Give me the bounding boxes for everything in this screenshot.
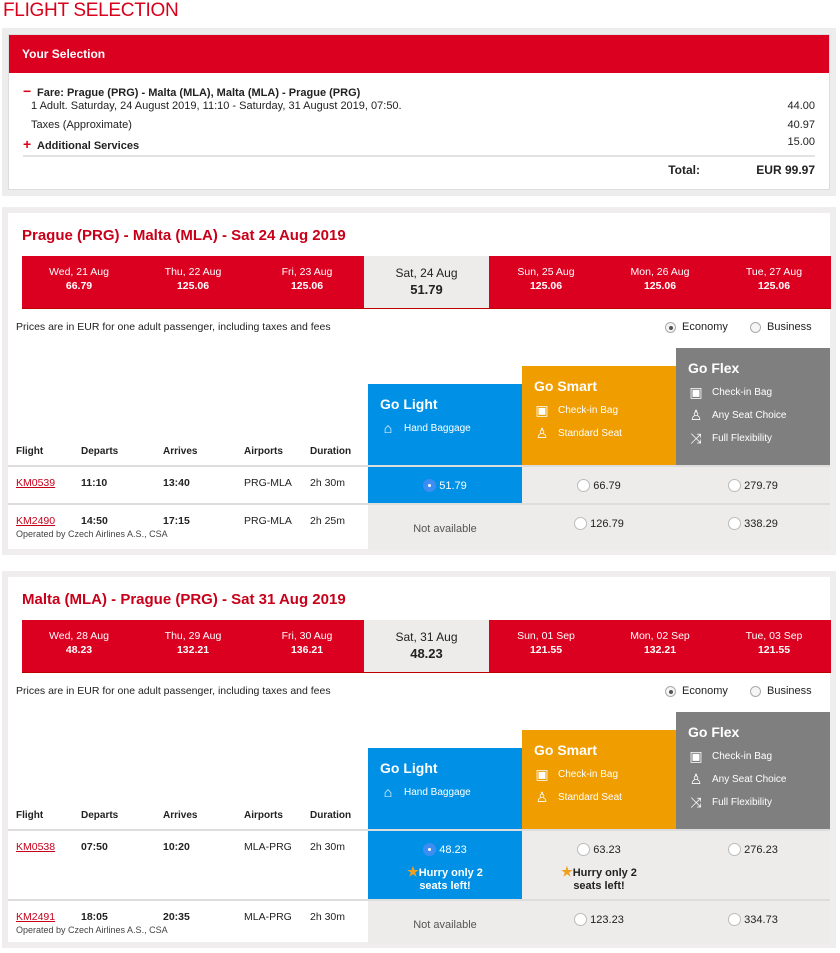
your-selection-panel — [2, 28, 836, 196]
checkin-bag-icon: ▣ — [535, 402, 549, 418]
business-label: Business — [767, 685, 812, 697]
fare-cell[interactable] — [676, 831, 830, 899]
arrives-time: 17:15 — [163, 515, 190, 527]
date-price: 132.21 — [643, 644, 677, 656]
seat-icon: ♙ — [689, 407, 703, 423]
fare-feature — [688, 748, 818, 765]
fare-cell[interactable] — [676, 901, 830, 944]
fare-feature — [380, 784, 510, 800]
feature-label: Hand Baggage — [404, 422, 471, 434]
feature-label: Full Flexibility — [712, 797, 773, 808]
fare-feature — [534, 766, 664, 783]
additional-value: 15.00 — [787, 136, 815, 148]
date-strip — [22, 256, 819, 309]
departs-time: 07:50 — [81, 841, 108, 853]
flight-section — [2, 571, 836, 948]
fare-cell[interactable] — [522, 901, 676, 944]
star-icon: ★ — [407, 864, 419, 879]
fare-detail: 1 Adult. Saturday, 24 August 2019, 11:10 - Saturday, 31 August 2019, 07:50. — [31, 100, 402, 112]
feature-label: Any Seat Choice — [712, 410, 787, 421]
not-available: Not available — [413, 919, 477, 931]
fare-name: Go Flex — [688, 724, 740, 740]
arrives-time: 13:40 — [163, 477, 190, 489]
column-header: Arrives — [163, 810, 198, 821]
feature-label: Any Seat Choice — [712, 774, 787, 785]
radio-icon — [423, 479, 436, 492]
fare-feature — [380, 420, 510, 436]
fare-feature — [534, 789, 664, 806]
duration: 2h 25m — [310, 515, 346, 527]
fare-header-go-smart — [522, 366, 676, 465]
radio-icon — [728, 843, 741, 856]
date-price: 125.06 — [757, 280, 791, 292]
column-header: Flight — [16, 446, 44, 457]
date-tab[interactable] — [489, 256, 603, 309]
total-value: EUR 99.97 — [756, 163, 815, 177]
feature-label: Standard Seat — [558, 792, 622, 803]
operated-by: Operated by Czech Airlines A.S., CSA — [16, 925, 168, 935]
not-available: Not available — [413, 523, 477, 535]
radio-icon — [750, 322, 761, 333]
fare-cell[interactable] — [522, 467, 676, 503]
fare-cell[interactable] — [676, 505, 830, 550]
date-label: Wed, 28 Aug — [49, 630, 109, 642]
date-tab[interactable] — [603, 256, 717, 309]
checkin-bag-icon: ▣ — [689, 384, 703, 400]
flight-number-link[interactable]: KM0539 — [16, 477, 56, 489]
page-title: FLIGHT SELECTION — [3, 0, 179, 21]
fare-price-radio[interactable] — [423, 843, 467, 856]
feature-label: Hand Baggage — [404, 786, 471, 798]
date-price: 125.06 — [176, 280, 210, 292]
date-tab[interactable] — [717, 620, 831, 673]
star-icon: ★ — [561, 864, 573, 879]
date-strip — [22, 620, 819, 673]
date-price: 66.79 — [65, 280, 93, 292]
date-tab[interactable] — [603, 620, 717, 673]
fare-cell[interactable] — [522, 831, 676, 899]
feature-label: Check-in Bag — [558, 769, 619, 780]
fare-name: Go Flex — [688, 360, 740, 376]
date-label: Tue, 27 Aug — [745, 266, 803, 278]
date-price: 48.23 — [65, 644, 93, 656]
business-radio[interactable] — [750, 321, 812, 333]
flight-number-link[interactable]: KM2491 — [16, 911, 56, 923]
business-label: Business — [767, 321, 812, 333]
fare-feature — [534, 425, 664, 442]
fare-price: 123.23 — [590, 913, 624, 926]
date-label: Fri, 30 Aug — [281, 630, 333, 642]
flight-row — [8, 465, 830, 503]
seats-left-notice — [549, 865, 649, 893]
column-header: Duration — [310, 446, 352, 457]
departs-time: 11:10 — [81, 477, 108, 489]
divider — [23, 155, 815, 157]
radio-icon — [728, 479, 741, 492]
shuffle-icon: ⤨ — [690, 794, 702, 810]
fare-price: 48.23 — [439, 843, 467, 856]
fare-label: Fare: Prague (PRG) - Malta (MLA), Malta (MLA) - Prague (PRG) — [37, 87, 361, 99]
section-title: Prague (PRG) - Malta (MLA) - Sat 24 Aug 2019 — [22, 227, 346, 244]
date-label: Sat, 24 Aug — [395, 266, 458, 280]
economy-label: Economy — [682, 685, 728, 697]
date-label: Thu, 22 Aug — [164, 266, 222, 278]
seat-icon: ♙ — [689, 771, 703, 787]
date-price: 125.06 — [529, 280, 563, 292]
date-price: 132.21 — [176, 644, 210, 656]
economy-radio[interactable] — [665, 685, 728, 697]
duration: 2h 30m — [310, 911, 346, 923]
date-price: 125.06 — [290, 280, 324, 292]
fare-price-radio[interactable] — [574, 913, 624, 926]
flight-row — [8, 829, 830, 899]
date-label: Mon, 26 Aug — [630, 266, 690, 278]
business-radio[interactable] — [750, 685, 812, 697]
minus-icon: − — [23, 83, 32, 99]
flight-section-body — [8, 577, 830, 942]
fare-header-go-smart — [522, 730, 676, 829]
date-tab[interactable] — [489, 620, 603, 673]
economy-radio[interactable] — [665, 321, 728, 333]
fare-price-radio[interactable] — [728, 913, 778, 926]
fare-price-radio[interactable] — [574, 517, 624, 530]
fare-cell — [368, 901, 522, 944]
fare-feature — [688, 384, 818, 401]
feature-label: Full Flexibility — [712, 433, 773, 444]
taxes-label: Taxes (Approximate) — [31, 119, 132, 131]
column-header: Flight — [16, 810, 44, 821]
radio-icon — [728, 913, 741, 926]
fare-price: 334.73 — [744, 913, 778, 926]
hurry-text: Hurry only 2 seats left! — [572, 867, 637, 892]
column-header: Duration — [310, 810, 352, 821]
fare-price: 66.79 — [593, 479, 621, 492]
radio-icon — [577, 479, 590, 492]
date-label: Sun, 25 Aug — [517, 266, 575, 278]
additional-label: Additional Services — [37, 140, 140, 152]
fare-price-radio[interactable] — [728, 517, 778, 530]
date-price: 125.06 — [643, 280, 677, 292]
date-label: Wed, 21 Aug — [49, 266, 109, 278]
date-tab[interactable] — [250, 256, 364, 309]
radio-icon — [728, 517, 741, 530]
section-title: Malta (MLA) - Prague (PRG) - Sat 31 Aug 2019 — [22, 591, 346, 608]
operated-by: Operated by Czech Airlines A.S., CSA — [16, 529, 168, 539]
date-label: Thu, 29 Aug — [164, 630, 222, 642]
fare-feature — [688, 430, 818, 447]
seat-icon: ♙ — [535, 425, 549, 441]
duration: 2h 30m — [310, 477, 346, 489]
fare-header-go-light — [368, 384, 522, 465]
fare-name: Go Light — [380, 396, 438, 412]
airports: MLA-PRG — [244, 911, 292, 923]
column-header: Departs — [81, 810, 119, 821]
radio-icon — [750, 686, 761, 697]
fare-name: Go Light — [380, 760, 438, 776]
date-tab[interactable] — [136, 620, 250, 673]
fare-price-radio[interactable] — [728, 479, 778, 492]
total-label: Total: — [668, 163, 700, 177]
column-header: Airports — [244, 446, 283, 457]
flight-section-body — [8, 213, 830, 549]
feature-label: Check-in Bag — [712, 387, 773, 398]
fare-header-go-light — [368, 748, 522, 829]
date-tab[interactable] — [22, 256, 136, 309]
fare-value: 44.00 — [787, 100, 815, 112]
selection-header: Your Selection — [9, 35, 829, 73]
fare-header-go-flex — [676, 712, 830, 829]
date-price: 121.55 — [529, 644, 563, 656]
date-price: 121.55 — [757, 644, 791, 656]
seats-left-notice — [395, 865, 495, 893]
fare-header-go-flex — [676, 348, 830, 465]
date-label: Mon, 02 Sep — [630, 630, 690, 642]
fare-summary-toggle[interactable] — [23, 83, 815, 99]
fare-price-radio[interactable] — [423, 479, 467, 492]
arrives-time: 20:35 — [163, 911, 190, 923]
date-price: 48.23 — [410, 646, 443, 661]
date-price: 136.21 — [290, 644, 324, 656]
economy-label: Economy — [682, 321, 728, 333]
airports: MLA-PRG — [244, 841, 292, 853]
fare-name: Go Smart — [534, 378, 598, 394]
shuffle-icon: ⤨ — [690, 430, 702, 446]
hand-baggage-icon: ⌂ — [383, 784, 393, 800]
fare-cell[interactable] — [676, 467, 830, 503]
fare-cell[interactable] — [368, 831, 522, 899]
price-note: Prices are in EUR for one adult passenger, including taxes and fees — [16, 321, 331, 333]
additional-services-toggle[interactable] — [23, 136, 140, 152]
fare-feature — [688, 407, 818, 424]
date-tab[interactable] — [364, 620, 489, 673]
date-tab[interactable] — [136, 256, 250, 309]
checkin-bag-icon: ▣ — [689, 748, 703, 764]
fare-cell[interactable] — [368, 467, 522, 503]
fare-price-radio[interactable] — [577, 843, 621, 856]
flight-number-link[interactable]: KM2490 — [16, 515, 56, 527]
fare-price-radio[interactable] — [728, 843, 778, 856]
date-tab[interactable] — [22, 620, 136, 673]
departs-time: 14:50 — [81, 515, 108, 527]
feature-label: Standard Seat — [558, 428, 622, 439]
fare-feature — [688, 771, 818, 788]
checkin-bag-icon: ▣ — [535, 766, 549, 782]
date-label: Fri, 23 Aug — [281, 266, 333, 278]
column-header: Airports — [244, 810, 283, 821]
fare-price: 51.79 — [439, 479, 467, 492]
radio-icon — [577, 843, 590, 856]
date-tab[interactable] — [250, 620, 364, 673]
hurry-text: Hurry only 2 seats left! — [418, 867, 483, 892]
departs-time: 18:05 — [81, 911, 108, 923]
airports: PRG-MLA — [244, 477, 292, 489]
hand-baggage-icon: ⌂ — [383, 420, 393, 436]
arrives-time: 10:20 — [163, 841, 190, 853]
plus-icon: + — [23, 136, 32, 152]
price-note: Prices are in EUR for one adult passenger, including taxes and fees — [16, 685, 331, 697]
fare-price: 126.79 — [590, 517, 624, 530]
feature-label: Check-in Bag — [712, 751, 773, 762]
radio-selected-icon — [665, 686, 676, 697]
fare-cell[interactable] — [522, 505, 676, 550]
radio-selected-icon — [665, 322, 676, 333]
date-label: Tue, 03 Sep — [745, 630, 803, 642]
fare-cell — [368, 505, 522, 550]
date-price: 51.79 — [410, 282, 443, 297]
radio-icon — [423, 843, 436, 856]
radio-icon — [574, 913, 587, 926]
radio-icon — [574, 517, 587, 530]
fare-price-radio[interactable] — [577, 479, 621, 492]
flight-section — [2, 207, 836, 555]
fare-price: 63.23 — [593, 843, 621, 856]
duration: 2h 30m — [310, 841, 346, 853]
column-header: Arrives — [163, 446, 198, 457]
fare-feature — [534, 402, 664, 419]
seat-icon: ♙ — [535, 789, 549, 805]
date-tab[interactable] — [364, 256, 489, 309]
fare-name: Go Smart — [534, 742, 598, 758]
fare-feature — [688, 794, 818, 811]
flight-number-link[interactable]: KM0538 — [16, 841, 56, 853]
flight-row — [8, 899, 830, 944]
column-header: Departs — [81, 446, 119, 457]
airports: PRG-MLA — [244, 515, 292, 527]
fare-price: 279.79 — [744, 479, 778, 492]
date-tab[interactable] — [717, 256, 831, 309]
fare-price: 276.23 — [744, 843, 778, 856]
feature-label: Check-in Bag — [558, 405, 619, 416]
fare-price: 338.29 — [744, 517, 778, 530]
date-label: Sat, 31 Aug — [395, 630, 458, 644]
flight-row — [8, 503, 830, 550]
taxes-value: 40.97 — [787, 119, 815, 131]
date-label: Sun, 01 Sep — [517, 630, 575, 642]
